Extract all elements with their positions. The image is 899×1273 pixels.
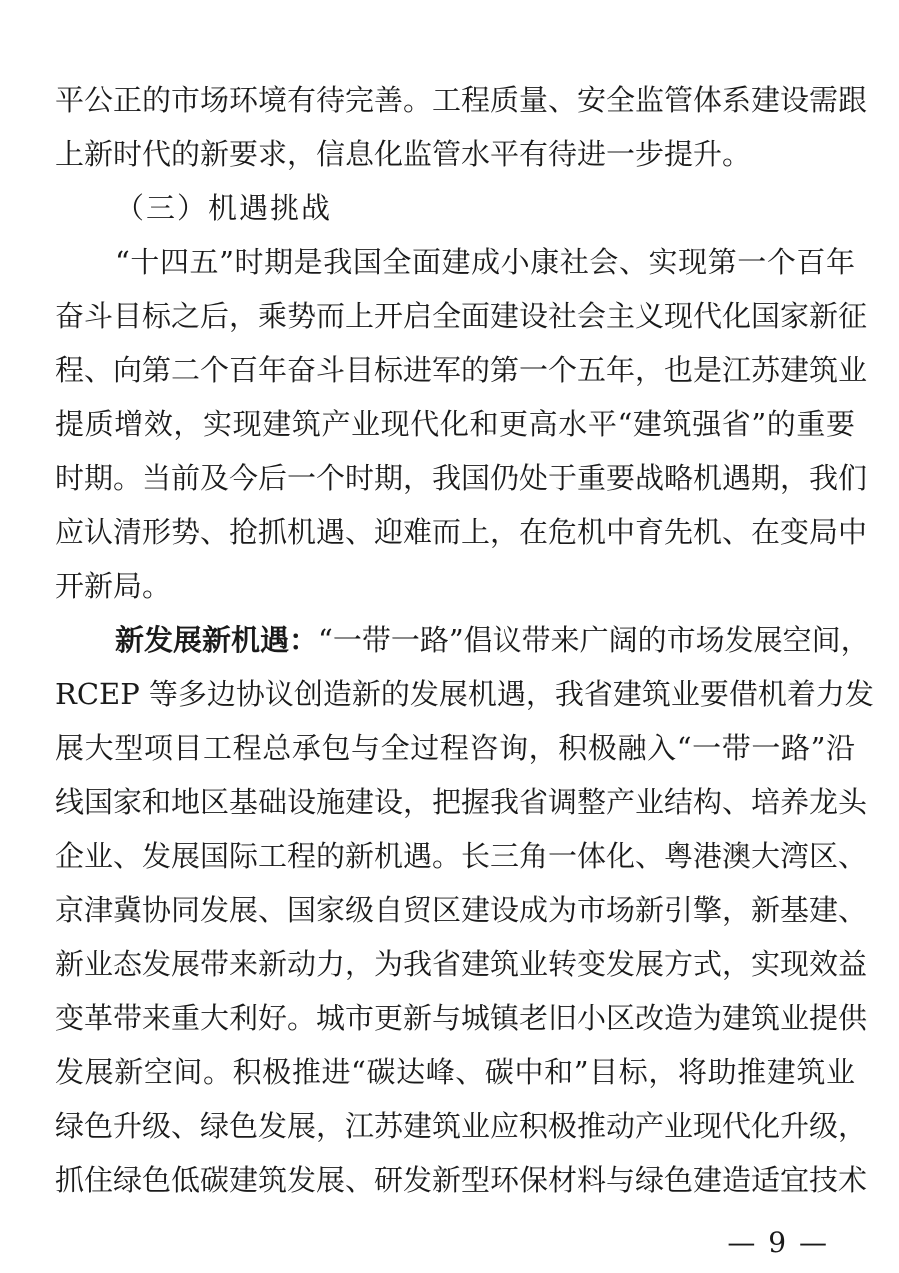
text-line: 应认清形势、抢抓机遇、迎难而上，在危机中育先机、在变局中 (55, 515, 868, 549)
text-line: 平公正的市场环境有待完善。工程质量、安全监管体系建设需跟 (55, 83, 868, 117)
text-line: 变革带来重大利好。城市更新与城镇老旧小区改造为建筑业提供 (55, 1001, 868, 1035)
text-line: 绿色升级、绿色发展，江苏建筑业应积极推动产业现代化升级， (55, 1109, 868, 1143)
section-heading: （三）机遇挑战 (115, 191, 333, 225)
text-line: 新业态发展带来新动力，为我省建筑业转变发展方式，实现效益 (55, 947, 868, 981)
text-line: 抓住绿色低碳建筑发展、研发新型环保材料与绿色建造适宜技术 (55, 1163, 868, 1197)
text-line: “十四五”时期是我国全面建成小康社会、实现第一个百年 (115, 245, 855, 279)
text-line: 上新时代的新要求，信息化监管水平有待进一步提升。 (55, 137, 752, 171)
text-line: 提质增效，实现建筑产业现代化和更高水平“建筑强省”的重要 (55, 407, 855, 441)
page-number: — 9 — (727, 1226, 829, 1259)
text-line: 奋斗目标之后，乘势而上开启全面建设社会主义现代化国家新征 (55, 299, 868, 333)
text-line: 展大型项目工程总承包与全过程咨询，积极融入“一带一路”沿 (55, 731, 855, 765)
text-line: 线国家和地区基础设施建设，把握我省调整产业结构、培养龙头 (55, 785, 868, 819)
text-line: RCEP 等多边协议创造新的发展机遇，我省建筑业要借机着力发 (55, 677, 874, 711)
text-line: 企业、发展国际工程的新机遇。长三角一体化、粤港澳大湾区、 (55, 839, 868, 873)
text-line: 京津冀协同发展、国家级自贸区建设成为市场新引擎，新基建、 (55, 893, 868, 927)
text-line: 时期。当前及今后一个时期，我国仍处于重要战略机遇期，我们 (55, 461, 868, 495)
bold-lead: 新发展新机遇： (115, 623, 319, 657)
text-line: 程、向第二个百年奋斗目标进军的第一个五年，也是江苏建筑业 (55, 353, 868, 387)
text-span: “一带一路”倡议带来广阔的市场发展空间， (318, 623, 870, 657)
text-line: 开新局。 (55, 569, 172, 603)
text-line: 发展新空间。积极推进“碳达峰、碳中和”目标，将助推建筑业 (55, 1055, 855, 1089)
text-line (115, 613, 870, 667)
